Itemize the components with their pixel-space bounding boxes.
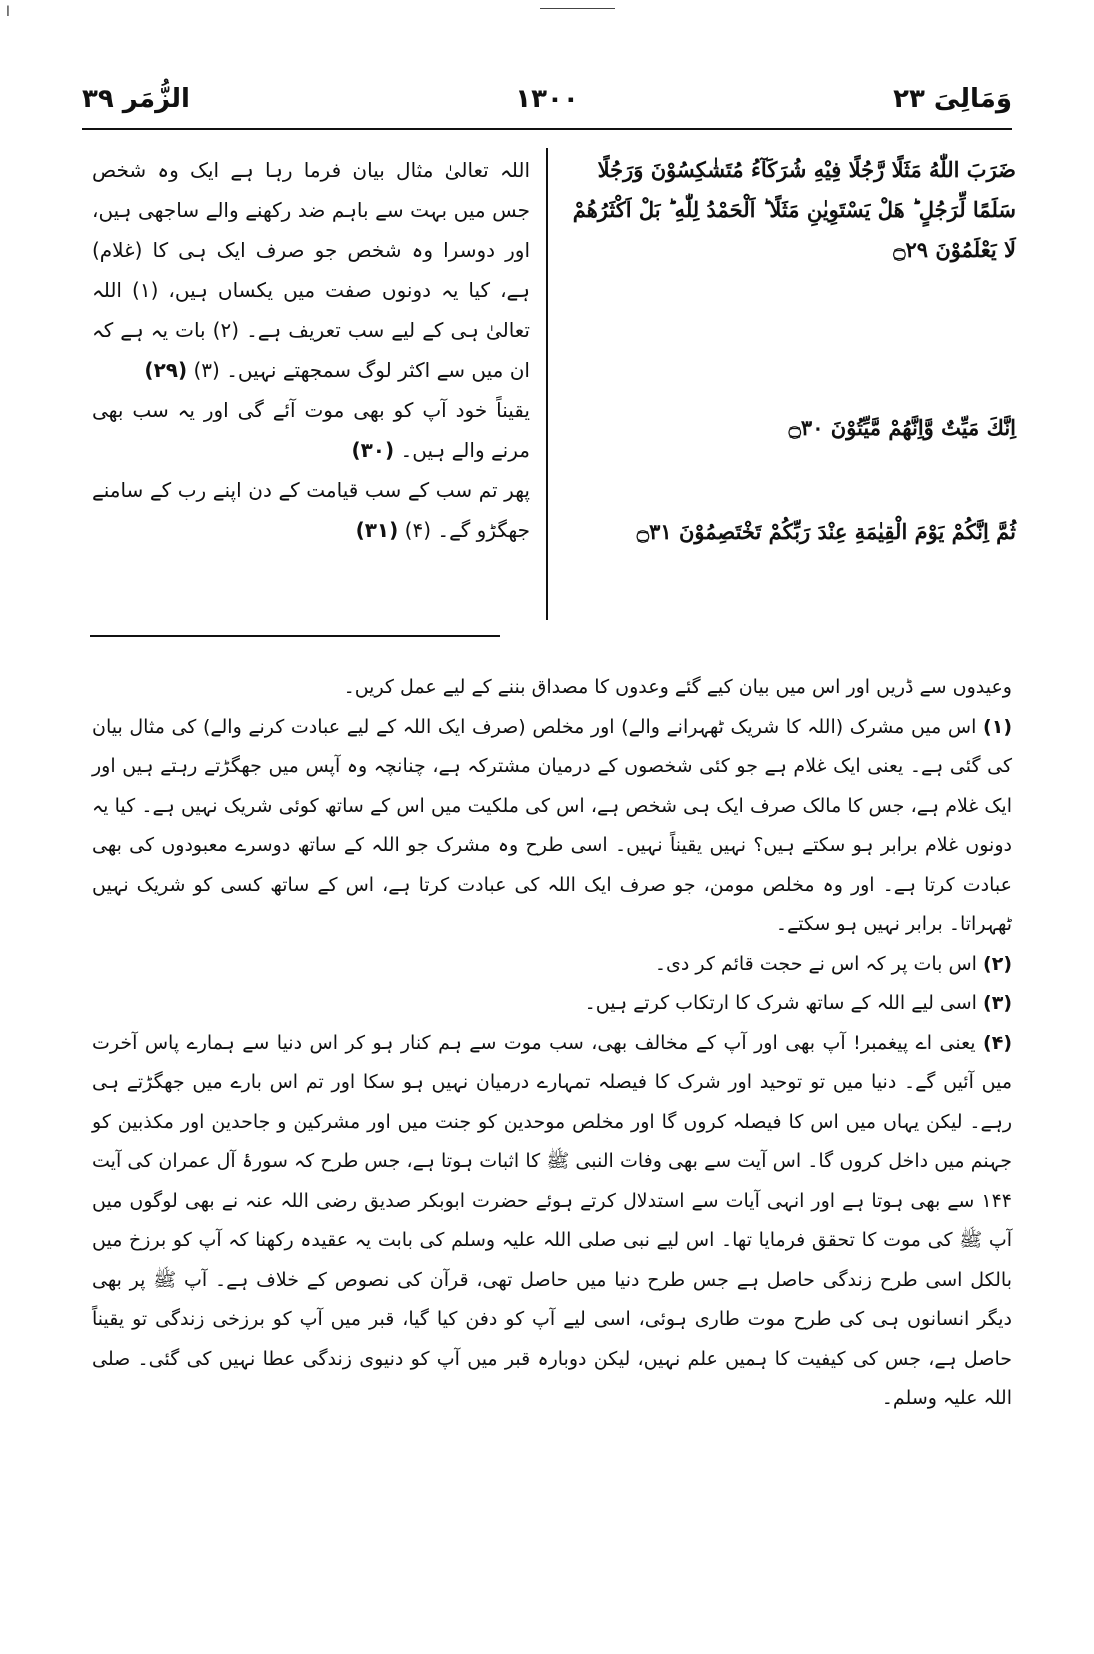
footnote-rule: [90, 635, 500, 637]
footnote-2: [92, 945, 1012, 985]
footnote-2-number: (۲): [983, 952, 1012, 975]
arabic-verse-31: ثُمَّ اِنَّكُمْ یَوْمَ الْقِیٰمَةِ عِنْدَ رَبِّكُمْ تَخْتَصِمُوْنَ ۝۳۱: [636, 519, 1016, 544]
footnote-1-text: اس میں مشرک (اللہ کا شریک ٹھہرانے والے) اور مخلص (صرف ایک اللہ کے لیے عبادت کرنے والے) کی مثال بیان کی گئی ہے۔ یعنی ایک غلام ہے جو کئی شخصوں کے درمیان مشترکہ ہے، چنانچہ وہ آپس میں جھگڑتے رہتے ہیں اور ایک غلام ہے، جس کا مالک صرف ایک ہی شخص ہے، اس کی ملکیت میں اس کے ساتھ کوئی شریک نہیں ہے۔ کیا یہ دونوں غلام برابر ہو سکتے ہیں؟ نہیں یقیناً نہیں۔ اسی طرح وہ مشرک جو اللہ کے ساتھ دوسرے معبودوں کی بھی عبادت کرتا ہے۔ اور وہ مخلص مومن، جو صرف ایک اللہ کی عبادت کرتا ہے، اس کے ساتھ کسی کو شریک نہیں ٹھہراتا۔ برابر نہیں ہو سکتے۔: [92, 715, 1012, 935]
footnote-3-text: اسی لیے اللہ کے ساتھ شرک کا ارتکاب کرتے ہیں۔: [584, 992, 977, 1014]
footnote-1: [92, 708, 1012, 945]
corner-mark: ا: [6, 4, 10, 20]
surah-title: الزُّمَر ۳۹: [82, 84, 190, 114]
translation-31: [92, 470, 530, 550]
juz-title: وَمَالِیَ ۲۳: [893, 84, 1012, 114]
translation-31-text: پھر تم سب کے سب قیامت کے دن اپنے رب کے سامنے جھگڑو گے۔ (۴): [92, 478, 530, 542]
verse-number-29: (۲۹): [144, 358, 188, 382]
footnote-2-text: اس بات پر کہ اس نے حجت قائم کر دی۔: [654, 952, 977, 975]
arabic-verse-29: ضَرَبَ اللّٰهُ مَثَلًا رَّجُلًا فِیْهِ شُرَكَآءُ مُتَشٰكِسُوْنَ وَرَجُلًا سَلَمًا لِّرَجُلٍ ؕ هَلْ یَسْتَوِیٰنِ مَثَلًا ؕ اَلْحَمْدُ لِلّٰهِ ؕ بَلْ اَكْثَرُهُمْ لَا یَعْلَمُوْنَ ۝۲۹: [572, 157, 1016, 262]
translation-29: [92, 150, 530, 390]
footnotes: [92, 668, 1012, 1419]
translation-30: [92, 390, 530, 470]
footnote-4: [92, 1024, 1012, 1419]
verse-number-30: (۳۰): [351, 438, 395, 462]
footnote-intro: وعیدوں سے ڈریں اور اس میں بیان کیے گئے وعدوں کا مصداق بننے کے لیے عمل کریں۔: [343, 676, 1012, 698]
footnote-4-text: یعنی اے پیغمبر! آپ بھی اور آپ کے مخالف بھی، سب موت سے ہم کنار ہو کر اس دنیا سے ہمارے پاس آخرت میں آئیں گے۔ دنیا میں تو توحید اور شرک کا فیصلہ تمہارے درمیان نہیں ہو سکا اور تم اس بارے میں جھگڑتے ہی رہے۔ لیکن یہاں میں اس کا فیصلہ کروں گا اور مخلص موحدین کو جنت میں اور مشرکین و جاحدین اور مکذبین کو جہنم میں داخل کروں گا۔ اس آیت سے بھی وفات النبی ﷺ کا اثبات ہوتا ہے، جس طرح کہ سورۂ آل عمران کی آیت ۱۴۴ سے بھی ہوتا ہے اور انہی آیات سے استدلال کرتے ہوئے حضرت ابوبکر صدیق رضی اللہ عنہ نے بھی لوگوں میں آپ ﷺ کی موت کا تحقق فرمایا تھا۔ اس لیے نبی صلی اللہ علیہ وسلم کی بابت یہ عقیدہ رکھنا کہ آپ کو برزخ میں بالکل اسی طرح زندگی حاصل ہے جس طرح دنیا میں حاصل تھی، قرآن کی نصوص کے خلاف ہے۔ آپ ﷺ پر بھی دیگر انسانوں ہی کی طرح موت طاری ہوئی، اسی لیے آپ کو دفن کیا گیا، قبر میں آپ کو برزخی زندگی تو یقیناً حاصل ہے، جس کی کیفیت کا ہمیں علم نہیں، لیکن دوبارہ قبر میں آپ کو دنیوی زندگی عطا نہیں کی گئی۔ صلی اللہ علیہ وسلم۔: [92, 1031, 1012, 1409]
page-header: [82, 80, 1012, 126]
footnote-1-number: (۱): [983, 715, 1012, 738]
arabic-verse-30: اِنَّكَ مَیِّتٌ وَّاِنَّهُمْ مَّیِّتُوْنَ ۝۳۰: [788, 415, 1016, 440]
footnote-4-number: (۴): [983, 1031, 1012, 1054]
footnote-3-number: (۳): [983, 992, 1012, 1014]
translation-29-text: اللہ تعالیٰ مثال بیان فرما رہا ہے ایک وہ شخص جس میں بہت سے باہم ضد رکھنے والے ساجھی ہیں، اور دوسرا وہ شخص جو صرف ایک ہی کا (غلام) ہے، کیا یہ دونوں صفت میں یکساں ہیں، (۱) اللہ تعالیٰ ہی کے لیے سب تعریف ہے۔ (۲) بات یہ ہے کہ ان میں سے اکثر لوگ سمجھتے نہیں۔ (۳): [92, 158, 530, 382]
verse-number-31: (۳۱): [355, 518, 399, 542]
page-number: ۱۳۰۰: [515, 84, 579, 114]
translation-30-text: یقیناً خود آپ کو بھی موت آئے گی اور یہ سب بھی مرنے والے ہیں۔: [92, 398, 530, 462]
urdu-translation: [92, 150, 530, 550]
footnote-3: [92, 984, 1012, 1024]
column-divider: [546, 148, 548, 620]
header-rule: [82, 128, 1012, 130]
top-rule: [540, 8, 615, 9]
